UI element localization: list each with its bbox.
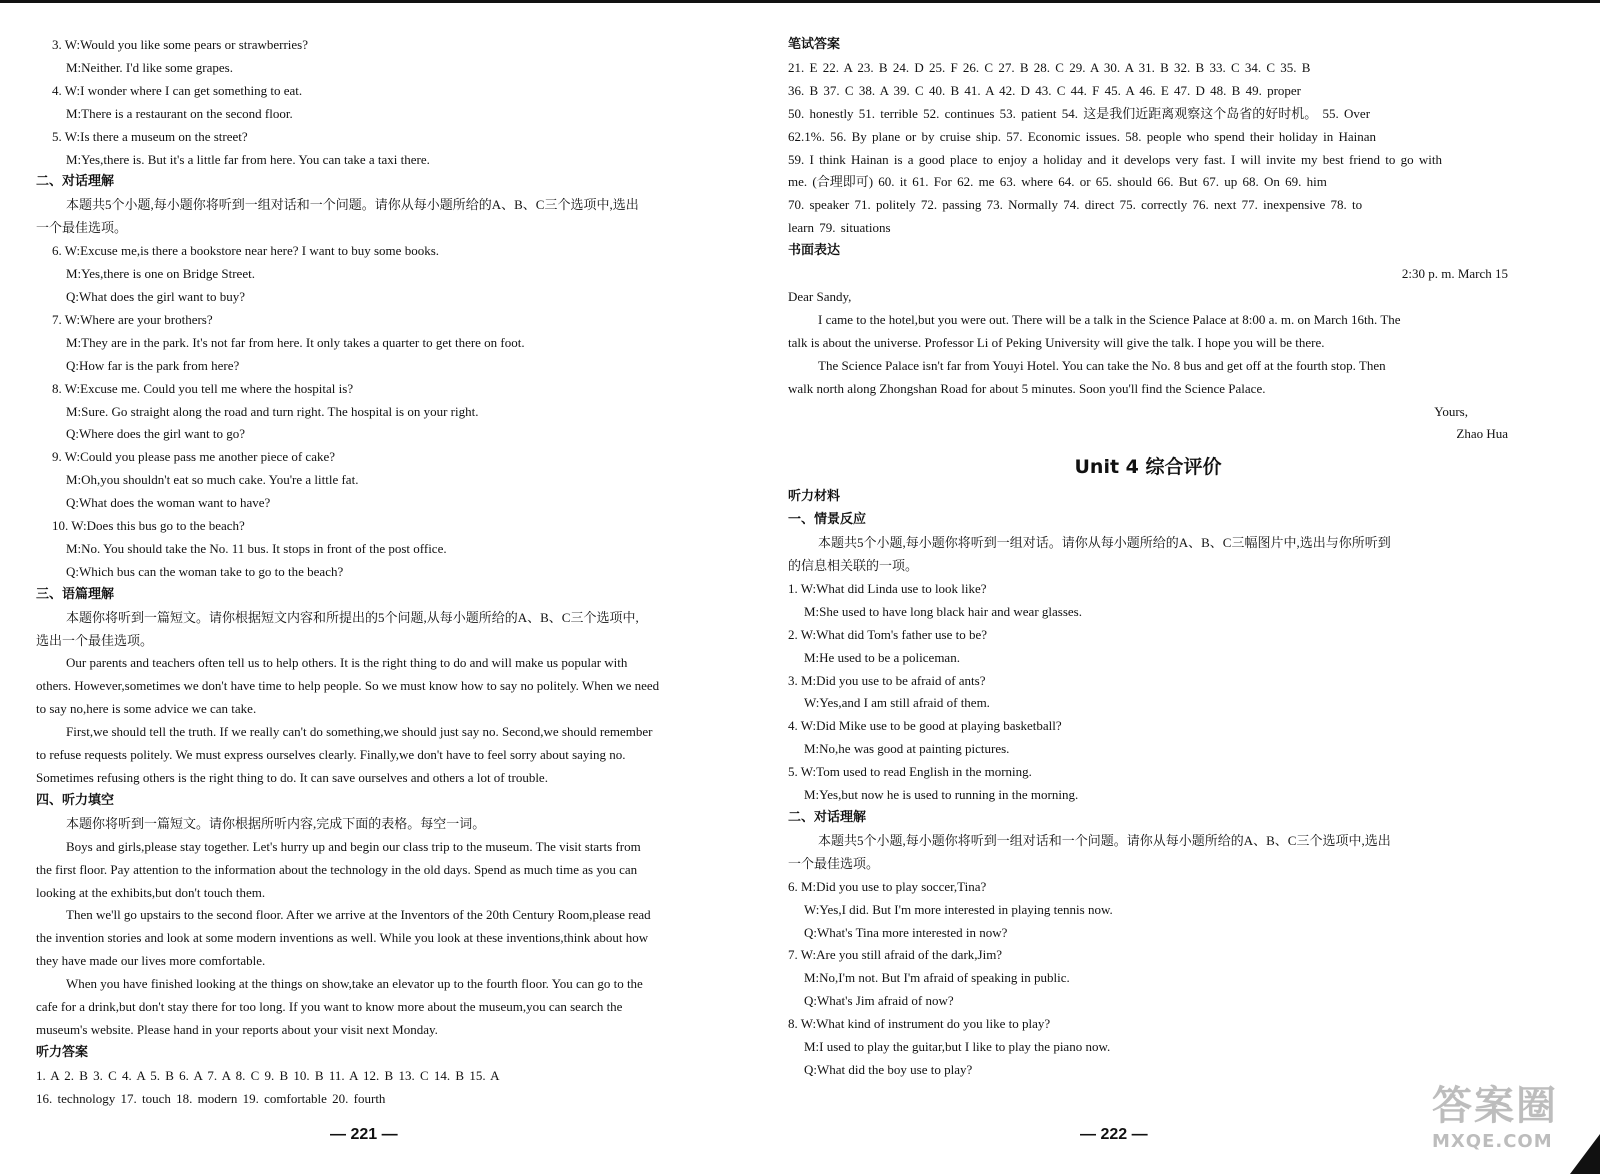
watermark-cn: 答案圈 [1432,1083,1558,1129]
text-line: Boys and girls,please stay together. Let's hurry up and begin our class trip to the museum. The visit starts from [66,838,641,854]
section-heading: 一、情景反应 [788,512,867,528]
text-line: M:There is a restaurant on the second floor. [66,105,293,121]
text-line: 4. W:I wonder where I can get something to eat. [52,82,303,98]
answer-line: 59. I think Hainan is a good place to enjoy a holiday and it develops very fast. I will invite my best friend to go with [788,151,1443,167]
text-line: M:He used to be a policeman. [804,649,960,665]
text-line: 一个最佳选项。 [788,855,880,871]
text-line: 3. W:Would you like some pears or strawberries? [52,37,308,52]
text-line: 本题共5个小题,每小题你将听到一组对话和一个问题。请你从每小题所给的A、B、C三个选项中,选出 [818,832,1391,848]
section-heading: 笔试答案 [788,37,841,52]
answer-line: me. (合理即可) 60. it 61. For 62. me 63. where 64. or 65. should 66. But 67. up 68. On 69. him [788,174,1327,190]
text-line: Q:What does the woman want to have? [66,495,271,511]
text-line: 7. W:Where are your brothers? [52,311,213,327]
text-line: 1. W:What did Linda use to look like? [788,580,987,596]
text-line: First,we should tell the truth. If we really can't do something,we should just say no. Second,we should remember [66,724,653,740]
section-heading: 三、语篇理解 [36,586,115,602]
watermark-en: MXQE.COM [1432,1131,1553,1152]
text-line: 本题你将听到一篇短文。请你根据短文内容和所提出的5个问题,从每小题所给的A、B、C三个选项中, [66,609,639,625]
text-line: 8. W:What kind of instrument do you like to play? [788,1016,1051,1032]
text-line: to refuse requests politely. We must express ourselves clearly. Finally,we don't have to feel sorry about saying no. [36,747,626,763]
letter-paragraph-line: walk north along Zhongshan Road for about 5 minutes. Soon you'll find the Science Palace. [788,380,1266,396]
right-page [788,34,1508,1082]
letter-closing: Yours, [1434,403,1468,419]
text-line: Sometimes refusing others is the right thing to do. It can save ourselves and others a lot of trouble. [36,770,548,785]
text-line: M:Yes,there is one on Bridge Street. [66,266,255,282]
text-line: others. However,sometimes we don't have time to help people. So we must know how to say no politely. When we need [36,678,660,694]
letter [788,263,1508,446]
text-line: 5. W:Tom used to read English in the morning. [788,764,1032,780]
section-heading: 二、对话理解 [36,174,115,190]
text-line: 3. M:Did you use to be afraid of ants? [788,672,986,688]
text-line: When you have finished looking at the things on show,take an elevator up to the fourth floor. You can go to the [66,976,643,992]
text-line: M:Yes,there is. But it's a little far from here. You can take a taxi there. [66,151,430,167]
text-line: 2. W:What did Tom's father use to be? [788,626,988,642]
text-line: looking at the exhibits,but don't touch them. [36,884,266,900]
section-heading: 书面表达 [788,243,841,259]
text-line: Q:What did the boy use to play? [804,1061,973,1077]
answer-line: 50. honestly 51. terrible 52. continues 53. patient 54. 这是我们近距离观察这个岛省的好时机。 55. Over [788,105,1371,121]
text-line: 9. W:Could you please pass me another piece of cake? [52,449,336,465]
text-line: W:Yes,I did. But I'm more interested in playing tennis now. [804,901,1113,917]
letter-paragraph-line: The Science Palace isn't far from Youyi Hotel. You can take the No. 8 bus and get off at the fourth stop. Then [818,357,1386,373]
text-line: 的信息相关联的一项。 [788,558,919,574]
page-number-right: — 222 — [1080,1126,1148,1143]
text-line: M:No. You should take the No. 11 bus. It stops in front of the post office. [66,540,447,556]
answer-line: 62.1%. 56. By plane or by cruise ship. 57. Economic issues. 58. people who spend their holiday in Hainan [788,128,1377,144]
answer-line: 70. speaker 71. politely 72. passing 73. Normally 74. direct 75. correctly 76. next 77. inexpensive 78. to [788,197,1363,213]
letter-date: 2:30 p. m. March 15 [1401,266,1508,282]
left-page [36,34,766,1111]
section-heading: 听力材料 [788,489,841,505]
answer-line: 1. A 2. B 3. C 4. A 5. B 6. A 7. A 8. C 9. B 10. B 11. A 12. B 13. C 14. B 15. A [36,1067,500,1083]
top-border [0,0,1600,3]
section-heading: 听力答案 [36,1044,89,1060]
text-line: M:Yes,but now he is used to running in the morning. [804,787,1079,803]
answer-line: 21. E 22. A 23. B 24. D 25. F 26. C 27. B 28. C 29. A 30. A 31. B 32. B 33. C 34. C 35. B [788,59,1311,75]
text-line: Q:Which bus can the woman take to go to the beach? [66,563,344,579]
written-answers-section [788,34,1508,263]
letter-paragraph-line: talk is about the universe. Professor Li of Peking University will give the talk. I hope you will be there. [788,334,1325,350]
text-line: Q:How far is the park from here? [66,357,240,373]
text-line: M:Sure. Go straight along the road and turn right. The hospital is on your right. [66,403,479,419]
text-line: M:I used to play the guitar,but I like to play the piano now. [804,1039,1111,1055]
answer-line: 16. technology 17. touch 18. modern 19. comfortable 20. fourth [36,1090,386,1106]
text-line: M:She used to have long black hair and wear glasses. [804,603,1082,619]
text-line: Q:What's Jim afraid of now? [804,993,954,1009]
letter-signature: Zhao Hua [1456,426,1508,442]
text-line: M:No,I'm not. But I'm afraid of speaking in public. [804,970,1070,986]
page-number-left: — 221 — [330,1126,398,1143]
text-line: 8. W:Excuse me. Could you tell me where the hospital is? [52,380,354,396]
corner-mark [1570,1134,1600,1174]
text-line: Then we'll go upstairs to the second floor. After we arrive at the Inventors of the 20th Century Room,please read [66,907,651,923]
text-line: the invention stories and look at some modern inventions as well. While you look at these inventions,think about how [36,930,649,946]
letter-greeting: Dear Sandy, [788,288,852,304]
text-line: to say no,here is some advice we can take. [36,701,257,717]
text-line: M:Oh,you shouldn't eat so much cake. You're a little fat. [66,472,359,488]
text-line: 4. W:Did Mike use to be good at playing basketball? [788,718,1062,734]
section-heading: 四、听力填空 [36,792,115,808]
text-line: cafe for a drink,but don't stay there for too long. If you want to know more about the museum,you can search the [36,999,623,1015]
text-line: 本题共5个小题,每小题你将听到一组对话和一个问题。请你从每小题所给的A、B、C三个选项中,选出 [66,197,639,213]
text-line: M:No,he was good at painting pictures. [804,741,1010,757]
text-line: Our parents and teachers often tell us to help others. It is the right thing to do and will make us popular with [66,655,628,671]
text-line: 一个最佳选项。 [36,220,128,236]
text-line: 5. W:Is there a museum on the street? [52,128,248,144]
answer-line: 36. B 37. C 38. A 39. C 40. B 41. A 42. D 43. C 44. F 45. A 46. E 47. D 48. B 49. proper [788,82,1302,98]
text-line: M:They are in the park. It's not far from here. It only takes a quarter to get there on foot. [66,334,525,350]
text-line: W:Yes,and I am still afraid of them. [804,695,990,711]
text-line: 6. W:Excuse me,is there a bookstore near here? I want to buy some books. [52,243,439,259]
text-line: Q:What does the girl want to buy? [66,288,246,304]
text-line: 10. W:Does this bus go to the beach? [52,518,245,534]
text-line: Q:What's Tina more interested in now? [804,924,1008,940]
unit-title: Unit 4 综合评价 [1074,456,1222,479]
text-line: 本题你将听到一篇短文。请你根据所听内容,完成下面的表格。每空一词。 [66,815,486,831]
answer-line: learn 79. situations [788,220,891,236]
watermark-logo [1432,1074,1592,1164]
text-line: museum's website. Please hand in your reports about your visit next Monday. [36,1021,438,1037]
text-line: 6. M:Did you use to play soccer,Tina? [788,878,987,894]
text-line: 选出一个最佳选项。 [36,632,154,648]
section-heading: 二、对话理解 [788,810,867,825]
text-line: 本题共5个小题,每小题你将听到一组对话。请你从每小题所给的A、B、C三幅图片中,选出与你所听到 [818,535,1391,551]
text-line: Q:Where does the girl want to go? [66,426,246,442]
text-line: M:Neither. I'd like some grapes. [66,59,233,75]
letter-paragraph-line: I came to the hotel,but you were out. There will be a talk in the Science Palace at 8:00 a. m. on March 16th. The [818,311,1401,327]
text-line: they have made our lives more comfortable. [36,953,266,969]
listening-material-section [788,486,1508,1082]
text-line: 7. W:Are you still afraid of the dark,Jim? [788,947,1003,963]
text-line: the first floor. Pay attention to the information about the technology in the old days. Spend as much time as you can [36,861,638,877]
